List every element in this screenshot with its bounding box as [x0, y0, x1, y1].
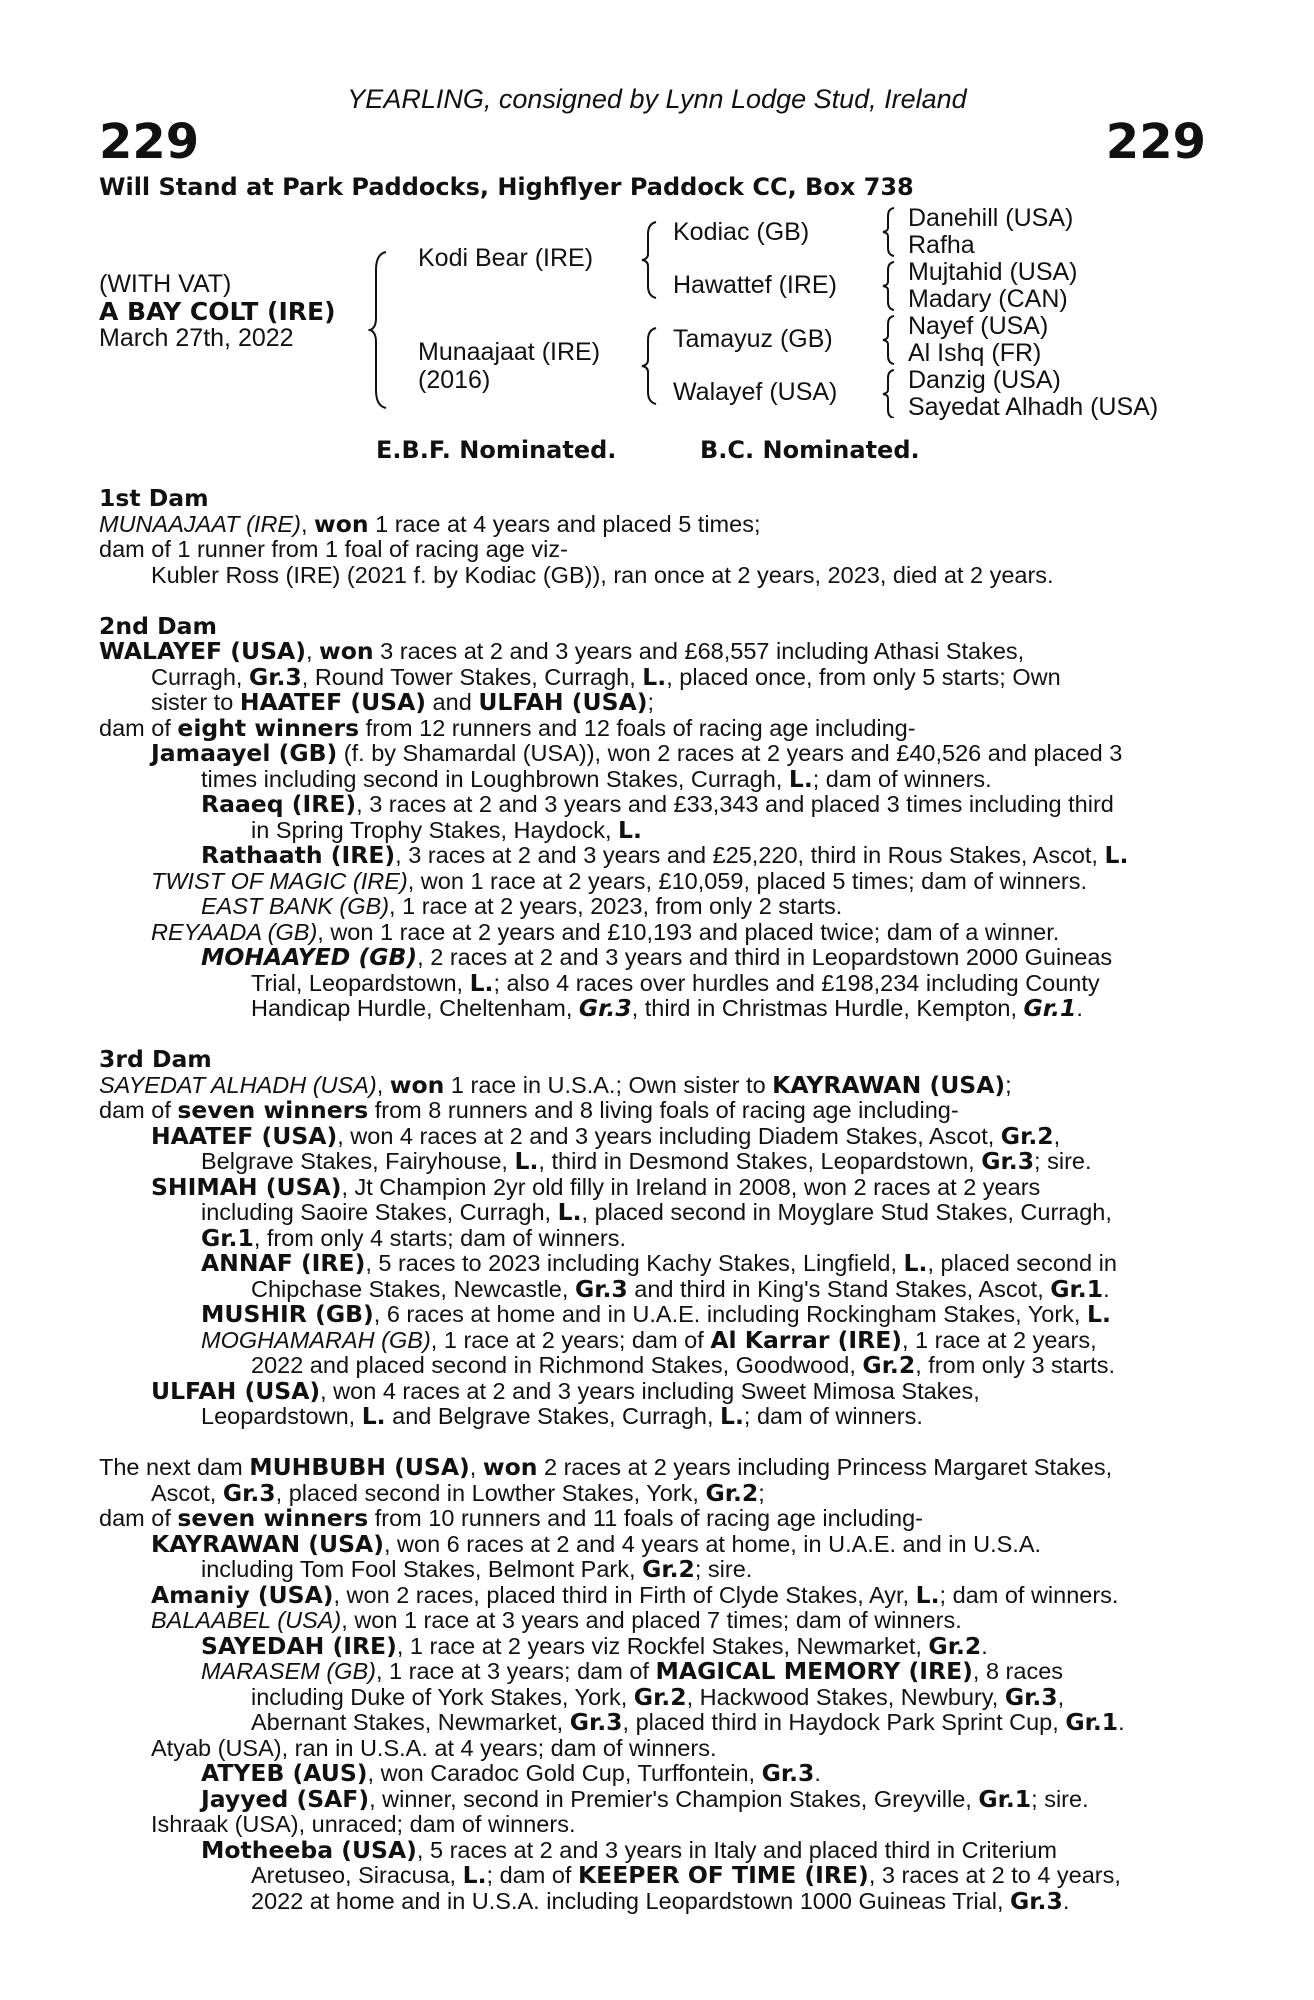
- text-segment: , won 2 races, placed third in Firth of Clyde Stakes, Ayr,: [333, 1582, 916, 1608]
- text-line: [99, 1481, 1209, 1507]
- text-segment: HAATEF (USA): [239, 690, 427, 716]
- text-line: [99, 690, 1209, 716]
- text-segment: ; sire.: [1031, 1786, 1089, 1812]
- text-line: [99, 1634, 1209, 1660]
- text-line: [99, 1175, 1209, 1201]
- text-segment: Gr.3: [981, 1149, 1035, 1175]
- text-segment: ,: [376, 1072, 390, 1098]
- text-segment: Kubler Ross (IRE) (2021 f. by Kodiac (GB)), ran once at 2 years, 2023, died at 2 years.: [151, 562, 1054, 588]
- text-segment: L.: [557, 1200, 582, 1226]
- text-segment: dam of 1 runner from 1 foal of racing age viz-: [99, 537, 568, 562]
- text-segment: ; dam of winners.: [743, 1404, 923, 1429]
- text-line: [99, 1047, 1209, 1073]
- text-segment: Trial, Leopardstown,: [251, 970, 470, 996]
- text-segment: Gr.3: [574, 1276, 628, 1302]
- text-segment: , 5 races at 2 and 3 years in Italy and placed third in Criterium: [416, 1837, 1057, 1863]
- catalogue-body: [99, 486, 1209, 1914]
- pedigree-brace-sire: [640, 220, 660, 300]
- text-segment: and: [426, 690, 479, 715]
- section-gap: [99, 1022, 1209, 1048]
- text-segment: L.: [788, 766, 813, 792]
- text-line: [99, 1583, 1209, 1609]
- grandsire-line-6: Al Ishq (FR): [908, 339, 1042, 367]
- text-segment: 3rd Dam: [99, 1047, 212, 1073]
- text-segment: , won 1 race at 2 years, £10,059, placed 5 times; dam of winners.: [407, 868, 1088, 894]
- text-segment: , winner, second in Premier's Champion Stakes, Greyville,: [369, 1786, 979, 1812]
- text-segment: sister to: [151, 690, 240, 715]
- text-segment: Gr.2: [642, 1557, 695, 1583]
- text-segment: Gr.3: [1004, 1684, 1058, 1710]
- text-segment: Curragh,: [151, 664, 249, 690]
- text-segment: , placed third in Haydock Park Sprint Cup,: [622, 1710, 1066, 1735]
- text-segment: , placed second in Moyglare Stud Stakes, Curragh,: [581, 1200, 1112, 1225]
- text-line: [99, 1200, 1209, 1226]
- dam-sire-name: Tamayuz (GB): [673, 325, 833, 353]
- section-gap: [99, 588, 1209, 614]
- dam-name: Munaajaat (IRE): [418, 338, 601, 366]
- text-line: [99, 1532, 1209, 1558]
- text-line: [99, 614, 1209, 640]
- text-line: [99, 1863, 1209, 1889]
- text-segment: , 3 races at 2 to 4 years,: [868, 1863, 1121, 1888]
- text-segment: times including second in Loughbrown Stakes, Curragh,: [201, 766, 789, 792]
- text-line: [99, 1787, 1209, 1813]
- text-segment: , 1 race at 2 years viz Rockfel Stakes, Newmarket,: [396, 1633, 929, 1659]
- sire-name: Kodi Bear (IRE): [418, 244, 594, 272]
- text-segment: EAST BANK (GB): [201, 894, 390, 919]
- text-segment: L.: [462, 1863, 487, 1889]
- text-segment: The next dam: [99, 1455, 250, 1480]
- text-segment: 2022 and placed second in Richmond Stakes, Goodwood,: [251, 1353, 863, 1378]
- sire-sire-name: Kodiac (GB): [673, 218, 810, 246]
- text-segment: , Hackwood Stakes, Newbury,: [686, 1684, 1005, 1710]
- text-line: [99, 894, 1209, 920]
- text-line: [99, 1659, 1209, 1685]
- text-segment: , won 4 races at 2 and 3 years including Sweet Mimosa Stakes,: [320, 1378, 980, 1404]
- text-line: [99, 920, 1209, 946]
- text-segment: MOHAAYED (GB): [201, 945, 418, 971]
- pedigree-brace-dam: [640, 326, 660, 406]
- grandsire-line-8: Sayedat Alhadh (USA): [908, 393, 1159, 421]
- text-segment: Gr.3: [578, 996, 632, 1022]
- lot-number-right: 229: [1105, 114, 1206, 170]
- text-segment: Motheeba (USA): [201, 1837, 417, 1863]
- text-line: [99, 1812, 1209, 1838]
- text-segment: Ascot,: [151, 1480, 223, 1506]
- text-segment: .: [1118, 1710, 1125, 1735]
- text-segment: ; sire.: [1034, 1149, 1092, 1174]
- text-segment: including Duke of York Stakes, York,: [251, 1684, 634, 1710]
- text-segment: .: [1103, 1276, 1110, 1302]
- text-segment: L.: [903, 1251, 928, 1277]
- text-segment: Gr.2: [633, 1684, 687, 1710]
- text-line: [99, 1379, 1209, 1405]
- grandsire-line-2: Rafha: [908, 231, 975, 259]
- grandsire-line-1: Danehill (USA): [908, 204, 1074, 232]
- text-segment: won: [314, 511, 369, 537]
- lot-number-left: 229: [99, 114, 200, 170]
- text-segment: HAATEF (USA): [151, 1123, 338, 1149]
- text-line: [99, 971, 1209, 997]
- text-segment: ATYEB (AUS): [201, 1761, 368, 1787]
- text-line: [99, 1098, 1209, 1124]
- text-segment: SHIMAH (USA): [151, 1174, 342, 1200]
- text-line: [99, 486, 1209, 512]
- pedigree-brace-main: [368, 250, 390, 410]
- text-segment: Gr.3: [222, 1480, 276, 1506]
- text-segment: ,: [469, 1455, 483, 1480]
- text-line: [99, 716, 1209, 742]
- text-segment: and Belgrave Stakes, Curragh,: [385, 1404, 721, 1429]
- text-segment: MUHBUBH (USA): [249, 1455, 470, 1481]
- text-segment: SAYEDAT ALHADH (USA): [99, 1072, 377, 1098]
- text-segment: Gr.1: [1050, 1276, 1104, 1302]
- text-segment: L.: [361, 1404, 386, 1430]
- text-segment: , 1 race at 3 years; dam of: [375, 1659, 656, 1684]
- text-line: [99, 512, 1209, 538]
- text-segment: , won 6 races at 2 and 4 years at home, in U.A.E. and in U.S.A.: [383, 1531, 1042, 1557]
- text-segment: , 5 races to 2023 including Kachy Stakes, Lingfield,: [365, 1251, 904, 1276]
- text-line: [99, 1277, 1209, 1303]
- text-segment: MARASEM (GB): [201, 1659, 376, 1684]
- text-line: [99, 996, 1209, 1022]
- text-segment: , Jt Champion 2yr old filly in Ireland in 2008, won 2 races at 2 years: [341, 1174, 1041, 1200]
- text-segment: REYAADA (GB): [151, 919, 318, 945]
- text-line: [99, 563, 1209, 589]
- text-segment: Gr.1: [978, 1786, 1032, 1812]
- text-segment: , won 4 races at 2 and 3 years including Diadem Stakes, Ascot,: [337, 1123, 1001, 1149]
- text-line: [99, 1251, 1209, 1277]
- text-segment: , from only 4 starts; dam of winners.: [253, 1225, 627, 1251]
- text-segment: L.: [1104, 843, 1129, 869]
- text-line: [99, 1124, 1209, 1150]
- text-line: [99, 1710, 1209, 1736]
- text-segment: BALAABEL (USA): [151, 1608, 342, 1633]
- text-segment: , won 1 race at 3 years and placed 7 times; dam of winners.: [341, 1608, 962, 1633]
- grandsire-line-3: Mujtahid (USA): [908, 258, 1078, 286]
- text-segment: , placed once, from only 5 starts; Own: [666, 664, 1061, 690]
- text-segment: Jamaayel (GB): [151, 741, 338, 767]
- text-segment: MUNAAJAAT (IRE): [99, 511, 301, 537]
- text-segment: WALAYEF (USA): [99, 639, 306, 665]
- text-line: [99, 1302, 1209, 1328]
- text-segment: dam of: [99, 1098, 178, 1123]
- text-line: [99, 843, 1209, 869]
- text-segment: Jayyed (SAF): [201, 1786, 370, 1812]
- text-segment: ; dam of winners.: [812, 766, 992, 792]
- text-segment: .: [1076, 996, 1083, 1021]
- text-segment: 1 race in U.S.A.; Own sister to: [444, 1072, 773, 1098]
- text-segment: KAYRAWAN (USA): [772, 1072, 1006, 1098]
- text-line: [99, 1736, 1209, 1762]
- text-segment: , 3 races at 2 and 3 years and £25,220, third in Rous Stakes, Ascot,: [395, 843, 1105, 868]
- text-line: [99, 945, 1209, 971]
- text-segment: Gr.2: [928, 1633, 982, 1659]
- text-segment: ;: [647, 690, 654, 715]
- foaling-date: March 27th, 2022: [99, 324, 294, 352]
- text-segment: ;: [1005, 1072, 1012, 1098]
- text-segment: Amaniy (USA): [151, 1582, 334, 1608]
- text-segment: 2022 at home and in U.S.A. including Leopardstown 1000 Guineas Trial,: [251, 1888, 1011, 1914]
- grandsire-line-5: Nayef (USA): [908, 312, 1049, 340]
- text-segment: L.: [915, 1582, 940, 1608]
- text-line: [99, 1685, 1209, 1711]
- text-segment: , 1 race at 2 years, 2023, from only 2 starts.: [389, 894, 843, 919]
- text-segment: L.: [720, 1404, 744, 1430]
- bc-nomination: B.C. Nominated.: [700, 436, 920, 464]
- text-segment: Gr.3: [761, 1761, 815, 1787]
- text-segment: dam of: [99, 1506, 178, 1531]
- text-segment: Gr.1: [1065, 1710, 1119, 1736]
- text-segment: ,: [300, 511, 314, 537]
- text-line: [99, 818, 1209, 844]
- text-segment: , won Caradoc Gold Cup, Turffontein,: [367, 1761, 762, 1786]
- text-segment: from 10 runners and 11 foals of racing age including-: [368, 1506, 923, 1531]
- text-segment: , 6 races at home and in U.A.E. including Rockingham Stakes, York,: [373, 1302, 1087, 1327]
- ebf-nomination: E.B.F. Nominated.: [376, 436, 617, 464]
- text-segment: including Saoire Stakes, Curragh,: [201, 1200, 558, 1225]
- text-line: [99, 869, 1209, 895]
- text-segment: dam of: [99, 715, 178, 741]
- text-segment: 1 race at 4 years and placed 5 times;: [368, 511, 761, 537]
- text-segment: Raaeq (IRE): [201, 792, 357, 818]
- text-segment: won: [319, 639, 374, 665]
- text-segment: ANNAF (IRE): [201, 1251, 366, 1277]
- text-segment: ,: [305, 639, 320, 664]
- pedigree-braces-grand: [880, 206, 898, 418]
- text-segment: from 8 runners and 8 living foals of racing age including-: [368, 1098, 959, 1123]
- text-segment: .: [1062, 1888, 1070, 1914]
- grandsire-line-7: Danzig (USA): [908, 366, 1061, 394]
- text-segment: , third in Desmond Stakes, Leopardstown,: [538, 1149, 982, 1174]
- text-segment: , Round Tower Stakes, Curragh,: [301, 664, 643, 690]
- text-segment: , placed second in Lowther Stakes, York,: [275, 1480, 706, 1506]
- stand-location: Will Stand at Park Paddocks, Highflyer Paddock CC, Box 738: [99, 173, 914, 201]
- dam-dam-name: Walayef (USA): [673, 378, 838, 406]
- text-segment: Belgrave Stakes, Fairyhouse,: [201, 1149, 515, 1174]
- text-line: [99, 1889, 1209, 1915]
- text-segment: ULFAH (USA): [478, 690, 648, 716]
- text-segment: eight winners: [177, 715, 360, 741]
- text-line: [99, 1506, 1209, 1532]
- text-segment: ,: [1057, 1684, 1065, 1710]
- text-segment: Handicap Hurdle, Cheltenham,: [251, 996, 579, 1021]
- text-line: [99, 1608, 1209, 1634]
- text-segment: 2 races at 2 years including Princess Margaret Stakes,: [537, 1455, 1113, 1480]
- text-segment: , 1 race at 2 years,: [901, 1327, 1097, 1353]
- text-line: [99, 665, 1209, 691]
- text-segment: Gr.1: [1023, 996, 1077, 1022]
- text-segment: (f. by Shamardal (USA)), won 2 races at 2 years and £40,526 and placed 3: [337, 741, 1123, 766]
- text-segment: MOGHAMARAH (GB): [201, 1327, 431, 1353]
- text-segment: seven winners: [177, 1506, 369, 1532]
- text-line: [99, 741, 1209, 767]
- text-line: [99, 1455, 1209, 1481]
- text-segment: , 3 races at 2 and 3 years and £33,343 and placed 3 times including third: [356, 792, 1114, 817]
- text-segment: , third in Christmas Hurdle, Kempton,: [631, 996, 1024, 1021]
- text-line: [99, 1328, 1209, 1354]
- text-segment: Gr.2: [1000, 1123, 1054, 1149]
- text-segment: Gr.1: [201, 1225, 254, 1251]
- text-segment: seven winners: [177, 1098, 369, 1124]
- text-segment: Gr.3: [1010, 1888, 1063, 1914]
- text-segment: KEEPER OF TIME (IRE): [577, 1863, 869, 1889]
- text-line: [99, 1073, 1209, 1099]
- text-segment: including Tom Fool Stakes, Belmont Park,: [201, 1557, 643, 1582]
- text-segment: won: [482, 1455, 538, 1481]
- text-segment: L.: [469, 970, 494, 996]
- text-line: [99, 1838, 1209, 1864]
- text-line: [99, 639, 1209, 665]
- text-line: [99, 1557, 1209, 1583]
- text-segment: and third in King's Stand Stakes, Ascot,: [627, 1276, 1051, 1302]
- horse-name: A BAY COLT (IRE): [99, 297, 336, 326]
- text-segment: MAGICAL MEMORY (IRE): [655, 1659, 973, 1685]
- text-segment: , placed second in: [927, 1251, 1117, 1276]
- text-segment: Leopardstown,: [201, 1404, 362, 1429]
- text-line: [99, 1761, 1209, 1787]
- sire-dam-name: Hawattef (IRE): [673, 271, 837, 299]
- text-segment: 3 races at 2 and 3 years and £68,557 including Athasi Stakes,: [373, 639, 1025, 664]
- text-segment: ,: [1053, 1123, 1061, 1149]
- text-segment: ; dam of winners.: [939, 1582, 1119, 1608]
- text-segment: MUSHIR (GB): [201, 1302, 374, 1328]
- text-segment: , from only 3 starts.: [915, 1353, 1116, 1378]
- text-segment: Gr.2: [705, 1480, 759, 1506]
- text-line: [99, 767, 1209, 793]
- text-segment: KAYRAWAN (USA): [151, 1531, 384, 1557]
- text-segment: Chipchase Stakes, Newcastle,: [251, 1276, 575, 1302]
- dam-year: (2016): [418, 366, 491, 394]
- text-segment: ; sire.: [694, 1557, 753, 1582]
- text-segment: from 12 runners and 12 foals of racing age including-: [359, 715, 916, 741]
- text-segment: Atyab (USA), ran in U.S.A. at 4 years; dam of winners.: [151, 1735, 717, 1761]
- text-segment: ; dam of: [486, 1863, 578, 1888]
- text-segment: L.: [514, 1149, 539, 1175]
- text-segment: .: [814, 1761, 821, 1786]
- text-segment: ;: [758, 1480, 765, 1506]
- text-segment: L.: [1086, 1302, 1111, 1328]
- text-segment: , 1 race at 2 years; dam of: [430, 1327, 711, 1353]
- text-segment: Aretuseo, Siracusa,: [251, 1863, 463, 1888]
- text-segment: , 2 races at 2 and 3 years and third in Leopardstown 2000 Guineas: [417, 945, 1113, 970]
- text-segment: L.: [618, 817, 642, 843]
- text-line: [99, 537, 1209, 563]
- text-segment: , won 1 race at 2 years and £10,193 and placed twice; dam of a winner.: [317, 919, 1060, 945]
- text-segment: Gr.2: [862, 1353, 916, 1379]
- text-segment: won: [389, 1072, 445, 1098]
- text-segment: in Spring Trophy Stakes, Haydock,: [251, 817, 619, 843]
- text-segment: Ishraak (USA), unraced; dam of winners.: [151, 1812, 576, 1837]
- text-line: [99, 1404, 1209, 1430]
- text-segment: , 8 races: [972, 1659, 1064, 1684]
- text-segment: Al Karrar (IRE): [710, 1327, 902, 1353]
- grandsire-line-4: Madary (CAN): [908, 285, 1068, 313]
- text-segment: Rathaath (IRE): [201, 843, 396, 869]
- vat-note: (WITH VAT): [99, 270, 232, 298]
- text-line: [99, 1149, 1209, 1175]
- text-segment: ULFAH (USA): [151, 1378, 321, 1404]
- text-segment: ; also 4 races over hurdles and £198,234 including County: [493, 970, 1100, 996]
- text-segment: TWIST OF MAGIC (IRE): [151, 868, 408, 894]
- consignment-header: YEARLING, consigned by Lynn Lodge Stud, Ireland: [347, 84, 967, 114]
- text-segment: Gr.3: [248, 664, 302, 690]
- text-segment: SAYEDAH (IRE): [201, 1633, 397, 1659]
- section-gap: [99, 1430, 1209, 1456]
- text-line: [99, 792, 1209, 818]
- text-segment: Abernant Stakes, Newmarket,: [251, 1710, 570, 1735]
- text-segment: .: [981, 1633, 988, 1659]
- text-segment: 1st Dam: [99, 486, 209, 512]
- text-segment: 2nd Dam: [99, 613, 217, 639]
- text-line: [99, 1226, 1209, 1252]
- text-segment: L.: [642, 664, 667, 690]
- text-line: [99, 1353, 1209, 1379]
- text-segment: Gr.3: [569, 1710, 623, 1736]
